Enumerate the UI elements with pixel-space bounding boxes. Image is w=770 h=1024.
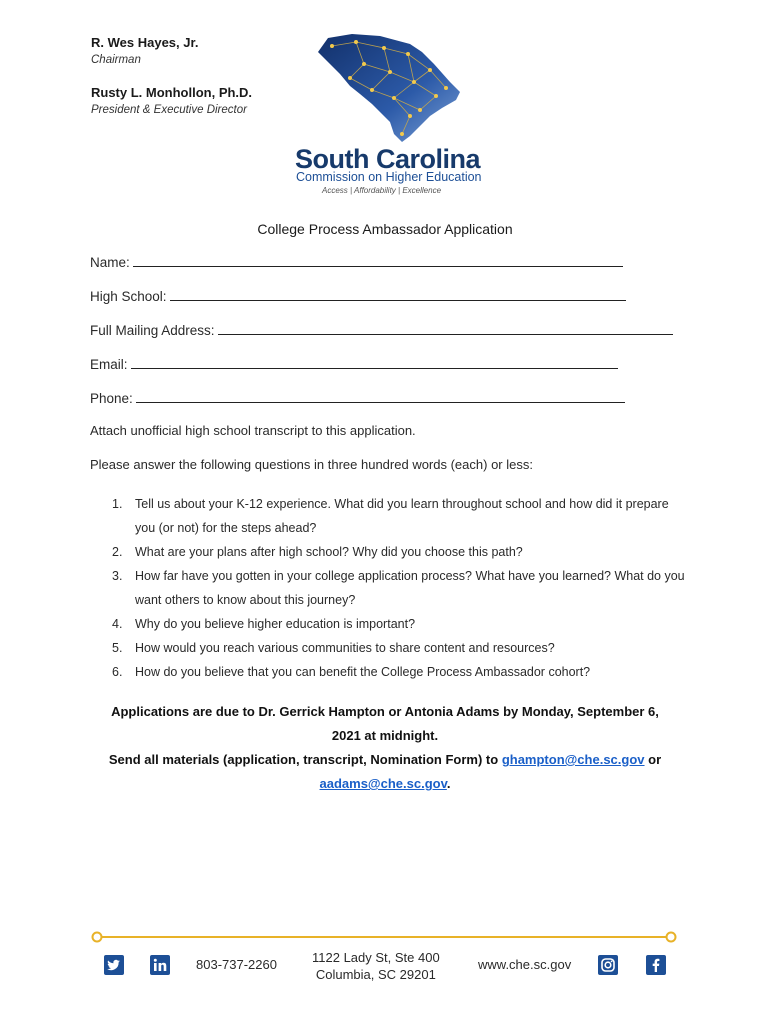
email-field[interactable] xyxy=(90,356,618,372)
list-item: 1. Tell us about your K-12 experience. What did you learn throughout school and how did it prepare you (or not) for the steps ahead? xyxy=(112,497,669,535)
phone-line[interactable] xyxy=(136,390,625,403)
name-field[interactable] xyxy=(90,254,623,270)
logo-title: South Carolina xyxy=(295,144,481,174)
logo-tagline: Access | Affordability | Excellence xyxy=(322,186,442,195)
mailing-address-label: Full Mailing Address: xyxy=(90,323,215,338)
president-title: President & Executive Director xyxy=(91,104,247,116)
instagram-icon[interactable] xyxy=(598,955,618,975)
president-name: Rusty L. Monhollon, Ph.D. xyxy=(91,85,253,100)
email-link-adams[interactable]: aadams@che.sc.gov xyxy=(319,776,447,791)
chairman-name: R. Wes Hayes, Jr. xyxy=(91,35,199,50)
form-title: College Process Ambassador Application xyxy=(257,221,513,237)
instructions: Please answer the following questions in three hundred words (each) or less: xyxy=(90,457,533,472)
send-materials-text: Send all materials (application, transcript, Nomination Form) to ghampton@che.sc.gov or aadams@che.sc.gov. xyxy=(108,752,662,791)
list-item: 6. How do you believe that you can benefit the College Process Ambassador cohort? xyxy=(112,665,591,679)
mailing-address-line[interactable] xyxy=(218,322,673,335)
chairman-title: Chairman xyxy=(91,54,141,66)
list-item: 3. How far have you gotten in your college application process? What have you learned? What do you want others to know about this journey? xyxy=(112,569,685,607)
mailing-address-field[interactable] xyxy=(90,322,673,338)
che-logo xyxy=(292,30,484,200)
list-item: 4. Why do you believe higher education is important? xyxy=(112,617,416,631)
attach-note: Attach unofficial high school transcript to this application. xyxy=(90,423,416,438)
deadline-text: Applications are due to Dr. Gerrick Hampton or Antonia Adams by Monday, September 6, 2021 at midnight. xyxy=(111,704,659,743)
question-list xyxy=(90,492,690,684)
email-line[interactable] xyxy=(131,356,618,369)
deadline-block xyxy=(95,700,675,796)
name-label: Name: xyxy=(90,255,130,270)
facebook-icon[interactable] xyxy=(646,955,666,975)
name-line[interactable] xyxy=(133,254,623,267)
list-item: 2. What are your plans after high school? Why did you choose this path? xyxy=(112,545,523,559)
high-school-line[interactable] xyxy=(170,288,626,301)
footer-phone[interactable]: 803-737-2260 xyxy=(196,957,277,972)
high-school-label: High School: xyxy=(90,289,167,304)
footer-rule xyxy=(91,930,677,944)
list-item: 5. How would you reach various communities to share content and resources? xyxy=(112,641,555,655)
linkedin-icon[interactable] xyxy=(150,955,170,975)
footer-website[interactable]: www.che.sc.gov xyxy=(478,957,572,972)
twitter-icon[interactable] xyxy=(104,955,124,975)
high-school-field[interactable] xyxy=(90,288,626,304)
footer-address: 1122 Lady St, Ste 400 Columbia, SC 29201 xyxy=(312,950,440,982)
sc-map-icon xyxy=(310,30,470,145)
phone-label: Phone: xyxy=(90,391,133,406)
logo-subtitle: Commission on Higher Education xyxy=(296,170,482,184)
email-label: Email: xyxy=(90,357,128,372)
email-link-hampton[interactable]: ghampton@che.sc.gov xyxy=(501,752,645,767)
phone-field[interactable] xyxy=(90,390,625,406)
officers-block xyxy=(91,34,252,134)
